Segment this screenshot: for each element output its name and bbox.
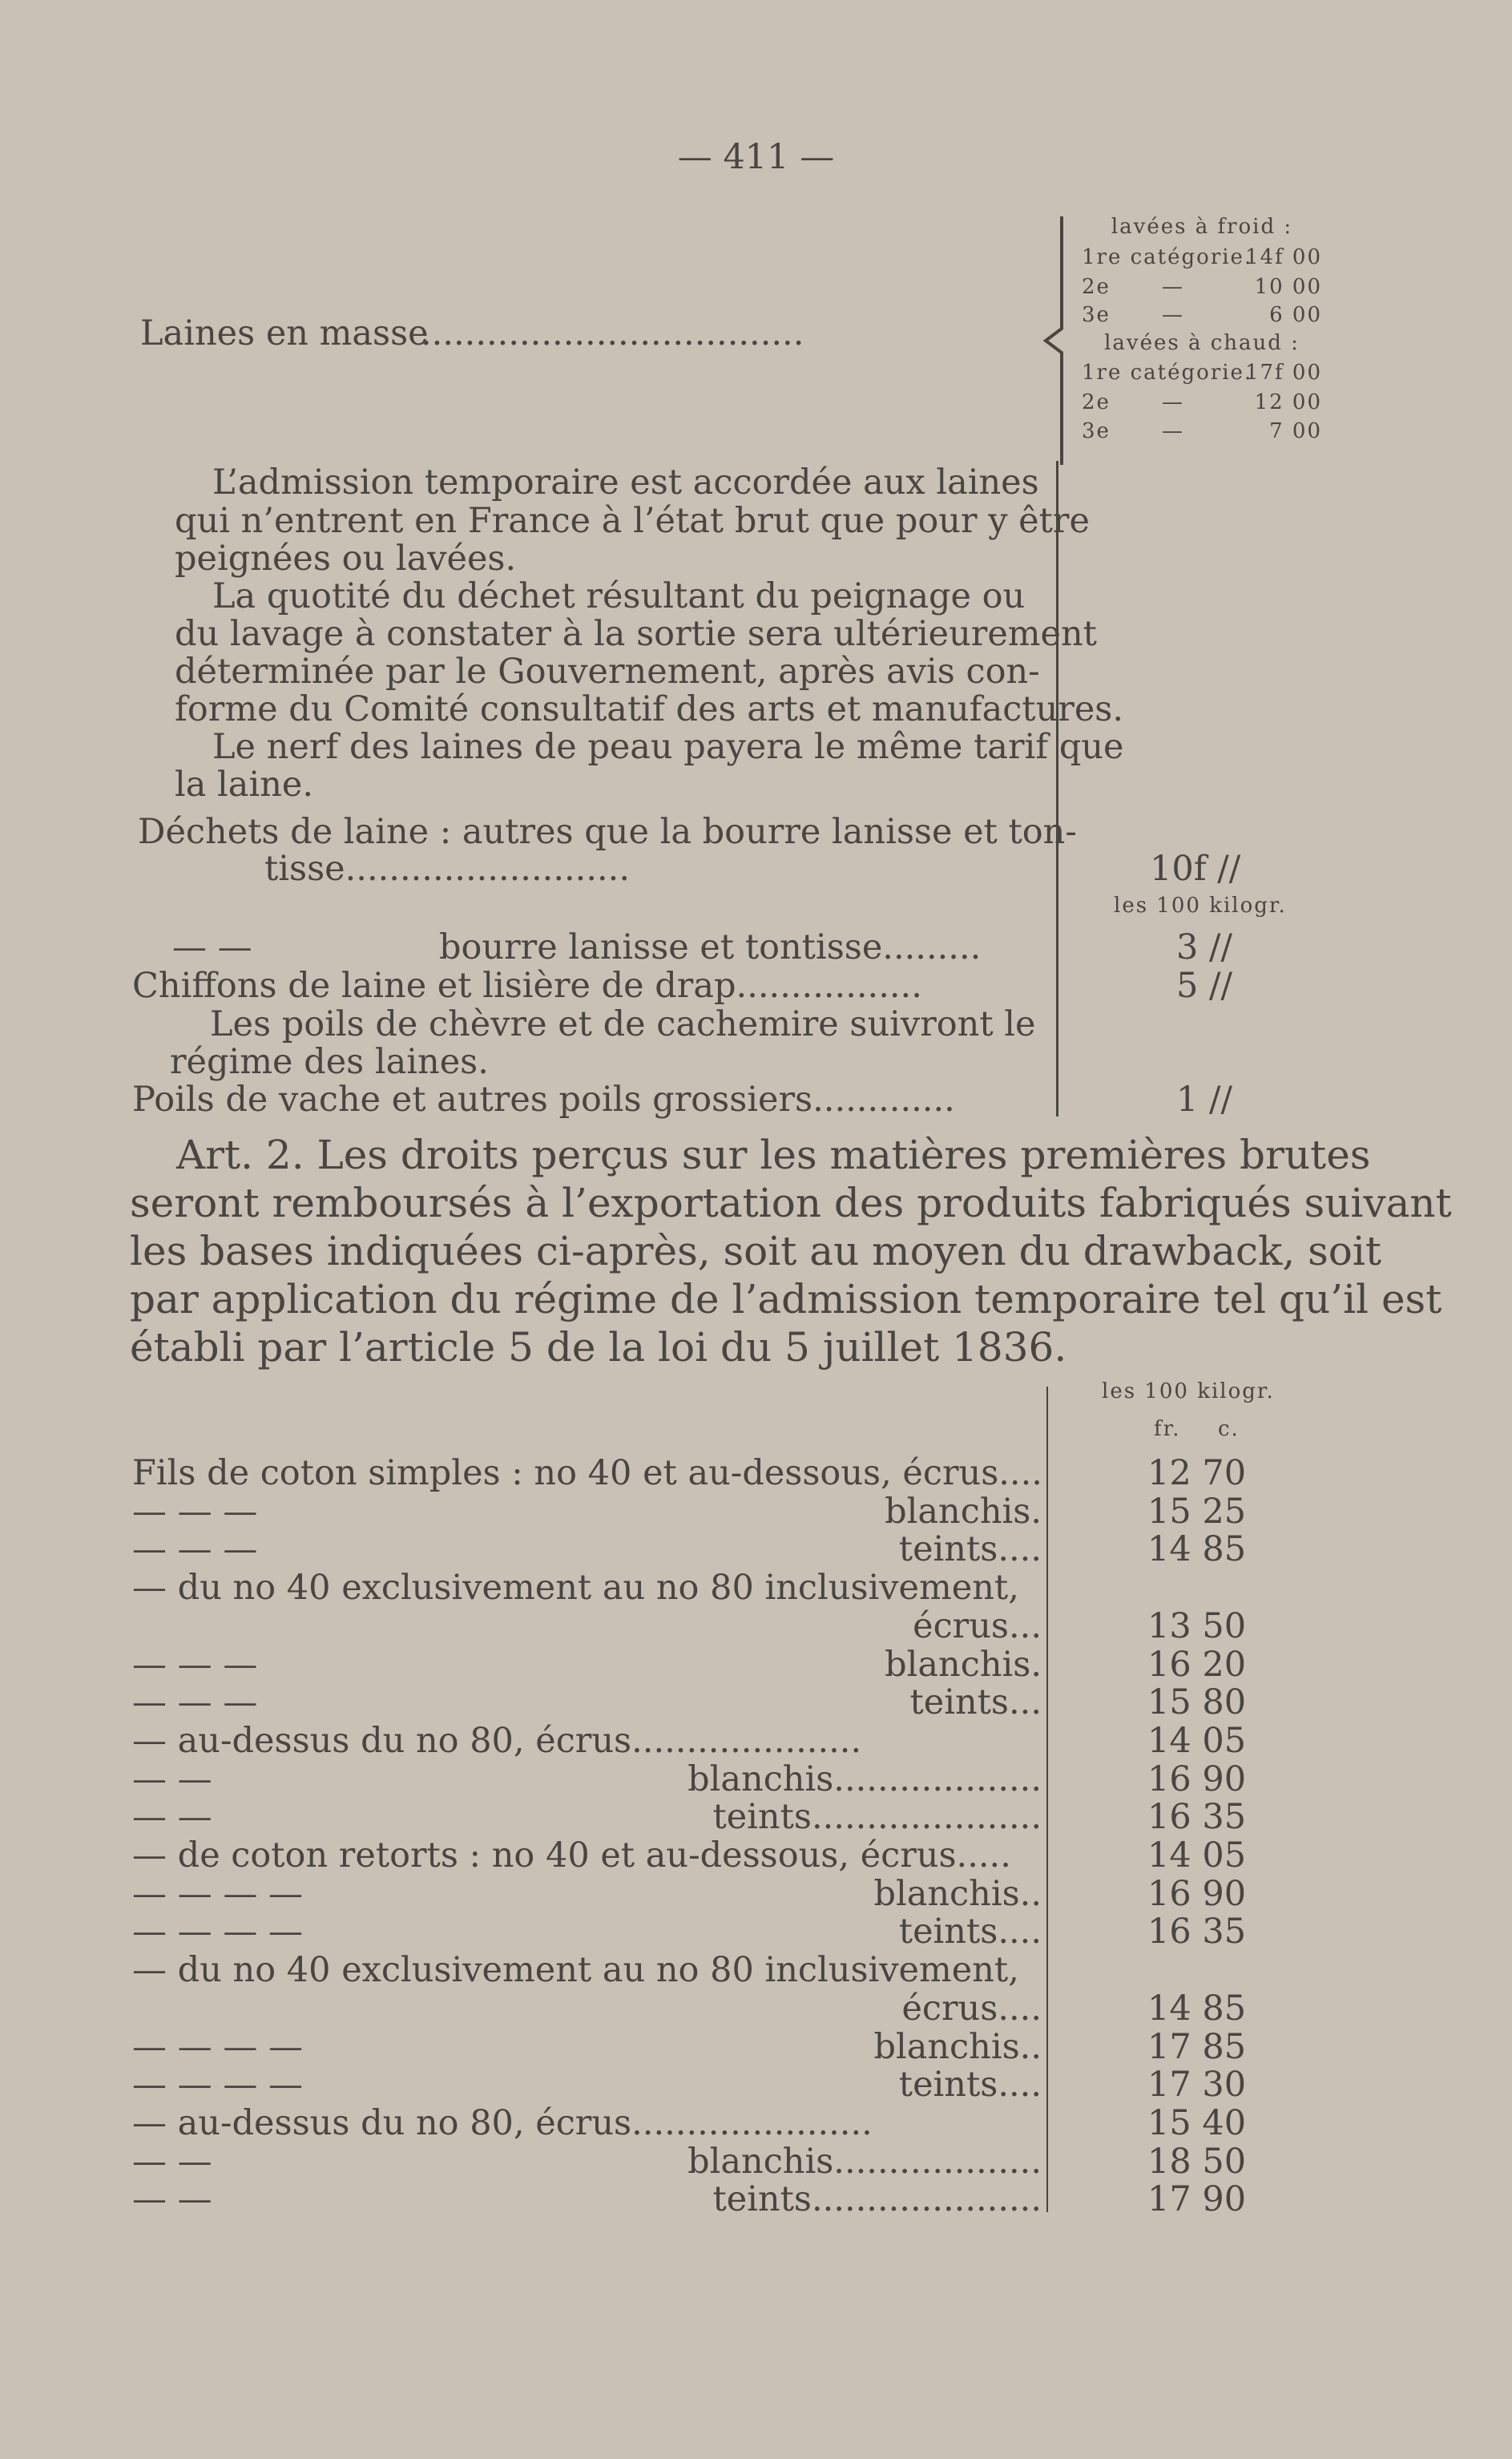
froid-2-dash: —	[1162, 275, 1184, 299]
fils-row-qualifier: blanchis.	[885, 1491, 1042, 1532]
fils-row-value: 16 20	[1147, 1644, 1247, 1685]
art2-line-1: Art. 2. Les droits perçus sur les matières premières brutes	[176, 1132, 1371, 1178]
para-3-line-1: Le nerf des laines de peau payera le même tarif que	[212, 727, 1124, 767]
chaud-2: 2e	[1082, 390, 1111, 414]
fils-row-label: — —	[132, 2141, 212, 2182]
chaud-3-dash: —	[1162, 419, 1184, 443]
fils-row-label: — de coton retorts : no 40 et au-dessous, écrus.....	[132, 1835, 1011, 1876]
art2-line-2: seront remboursés à l’exportation des produits fabriqués suivant	[130, 1180, 1452, 1226]
fils-c: c.	[1218, 1417, 1240, 1441]
fils-row-qualifier: teints....	[898, 1529, 1042, 1570]
fils-row-label: — au-dessus du no 80, écrus......................	[132, 2102, 873, 2143]
fils-row-qualifier: blanchis...................	[687, 1758, 1042, 1799]
fils-row-value: 16 35	[1147, 1797, 1247, 1838]
dechets-row-3: Chiffons de laine et lisière de drap.................	[132, 966, 922, 1006]
fils-row-qualifier: blanchis...................	[687, 2141, 1042, 2182]
chaud-3-value: 7 00	[1269, 419, 1322, 443]
froid-3-dash: —	[1162, 303, 1184, 327]
fils-row-value: 17 30	[1147, 2065, 1247, 2106]
dechets-line-1: Déchets de laine : autres que la bourre lanisse et ton-	[138, 812, 1077, 852]
fils-row-value: 17 90	[1147, 2179, 1247, 2220]
fils-row-value: 13 50	[1147, 1605, 1247, 1646]
fils-row-label: — —	[132, 2179, 212, 2220]
fils-row-qualifier: blanchis..	[873, 2026, 1042, 2067]
fils-row-label: — au-dessus du no 80, écrus.....................	[132, 1720, 862, 1761]
para-1-line-2: qui n’entrent en France à l’état brut que pour y être	[175, 501, 1090, 541]
fils-row-value: 14 85	[1147, 1529, 1247, 1570]
fils-row-label: — — —	[132, 1529, 258, 1570]
fils-row-label: — du no 40 exclusivement au no 80 inclusivement,	[132, 1568, 1019, 1609]
chaud-1: 1re catégorie.	[1082, 361, 1253, 385]
fils-row-label: — — — —	[132, 2065, 304, 2106]
froid-2: 2e	[1082, 275, 1111, 299]
fils-row-value: 12 70	[1147, 1453, 1247, 1493]
fils-row-qualifier: blanchis..	[873, 1873, 1042, 1914]
fils-row-value: 15 40	[1147, 2102, 1247, 2143]
fils-row-label: — — — —	[132, 1873, 304, 1914]
fils-row-value: 16 35	[1147, 1912, 1247, 1952]
laines-dots: ...................................	[421, 313, 804, 353]
dechets-value-4: 1 //	[1176, 1080, 1233, 1120]
lavees-froid: lavées à froid :	[1111, 215, 1293, 239]
fils-row-value: 14 05	[1147, 1720, 1247, 1761]
chaud-2-dash: —	[1162, 390, 1184, 414]
page-number: — 411 —	[677, 137, 835, 177]
art2-line-4: par application du régime de l’admission temporaire tel qu’il est	[130, 1276, 1442, 1322]
chaud-1-value: 17f 00	[1244, 361, 1322, 385]
para-2-line-1: La quotité du déchet résultant du peignage ou	[212, 576, 1026, 616]
dechets-para-line-2: régime des laines.	[170, 1042, 489, 1082]
fils-row-qualifier: blanchis.	[885, 1644, 1042, 1685]
fils-row-value: 15 25	[1147, 1491, 1247, 1532]
fils-row-label: — — —	[132, 1682, 258, 1723]
froid-3: 3e	[1082, 303, 1111, 327]
fils-row-value: 15 80	[1147, 1682, 1247, 1723]
para-1-line-3: peignées ou lavées.	[175, 539, 517, 579]
fils-row-qualifier: écrus...	[913, 1605, 1042, 1646]
dechets-value-1: 10f //	[1150, 849, 1241, 889]
dechets-line-2: tisse..........................	[264, 849, 630, 889]
art2-line-3: les bases indiquées ci-après, soit au moyen du drawback, soit	[130, 1228, 1381, 1274]
fils-row-label: Fils de coton simples : no 40 et au-dessous, écrus....	[132, 1453, 1042, 1493]
fils-row-label: — — — —	[132, 1912, 304, 1952]
dechets-para-line-1: Les poils de chèvre et de cachemire suivront le	[210, 1004, 1036, 1044]
fils-row-qualifier: teints.....................	[712, 1797, 1042, 1838]
froid-1: 1re catégorie.	[1082, 245, 1253, 269]
art2-line-5: établi par l’article 5 de la loi du 5 juillet 1836.	[130, 1324, 1067, 1371]
froid-1-value: 14f 00	[1244, 245, 1322, 269]
para-1-line-1: L’admission temporaire est accordée aux laines	[212, 462, 1039, 503]
fils-row-label: — —	[132, 1758, 212, 1799]
fils-row-qualifier: teints....	[898, 2065, 1042, 2106]
fils-unit: les 100 kilogr.	[1102, 1379, 1275, 1403]
column-rule-2	[1046, 1387, 1048, 2212]
dechets-value-3: 5 //	[1176, 966, 1233, 1006]
froid-3-value: 6 00	[1269, 303, 1322, 327]
fils-row-label: — du no 40 exclusivement au no 80 inclusivement,	[132, 1950, 1019, 1991]
dechets-row-2-dashes: — —	[172, 927, 252, 967]
fils-row-label: — — — —	[132, 2026, 304, 2067]
fils-row-value: 18 50	[1147, 2141, 1247, 2182]
fils-row-qualifier: teints.....................	[712, 2179, 1042, 2220]
fils-row-value: 17 85	[1147, 2026, 1247, 2067]
dechets-row-2: bourre lanisse et tontisse.........	[439, 927, 982, 967]
fils-row-label: — — —	[132, 1491, 258, 1532]
fils-row-qualifier: teints...	[909, 1682, 1042, 1723]
fils-row-value: 14 05	[1147, 1835, 1247, 1876]
froid-2-value: 10 00	[1254, 275, 1322, 299]
fils-row-qualifier: teints....	[898, 1912, 1042, 1952]
dechets-unit: les 100 kilogr.	[1114, 894, 1287, 918]
para-2-line-3: déterminée par le Gouvernement, après avis con-	[175, 652, 1040, 692]
fils-row-label: — — —	[132, 1644, 258, 1685]
dechets-value-2: 3 //	[1176, 927, 1233, 967]
fils-row-value: 14 85	[1147, 1988, 1247, 2029]
fils-row-qualifier: écrus....	[901, 1988, 1042, 2029]
chaud-3: 3e	[1082, 419, 1111, 443]
column-rule-1	[1056, 461, 1058, 1116]
fils-row-value: 16 90	[1147, 1758, 1247, 1799]
laines-label: Laines en masse	[140, 313, 429, 353]
fils-row-label: — —	[132, 1797, 212, 1838]
para-2-line-2: du lavage à constater à la sortie sera ultérieurement	[175, 614, 1097, 654]
chaud-2-value: 12 00	[1254, 390, 1322, 414]
fils-row-value: 16 90	[1147, 1873, 1247, 1914]
dechets-row-4: Poils de vache et autres poils grossiers.............	[132, 1080, 955, 1120]
para-3-line-2: la laine.	[175, 765, 314, 805]
fils-fr: fr.	[1154, 1417, 1181, 1441]
para-2-line-4: forme du Comité consultatif des arts et manufactures.	[175, 689, 1124, 729]
lavees-chaud: lavées à chaud :	[1104, 331, 1300, 355]
